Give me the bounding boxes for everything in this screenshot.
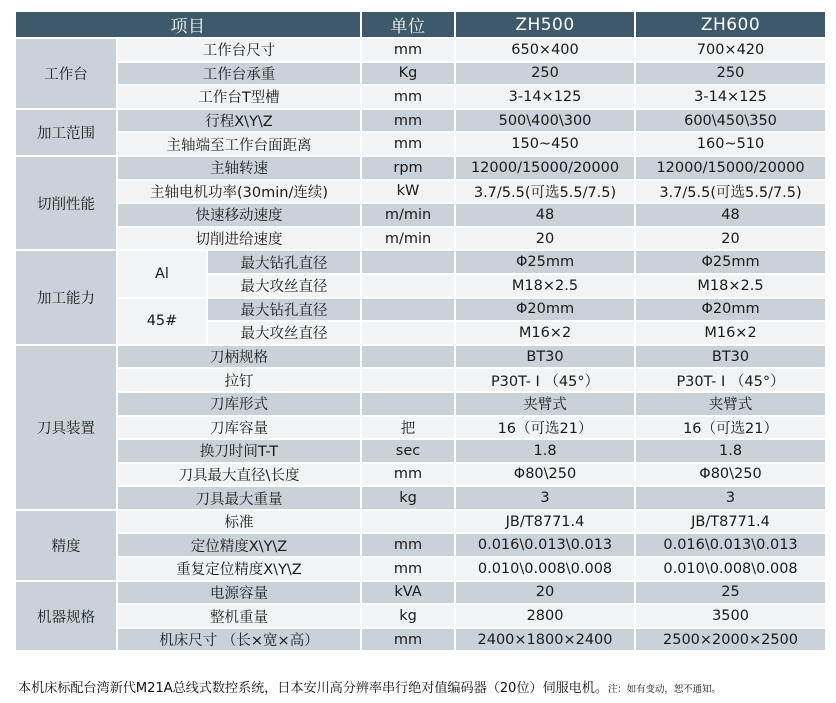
row-item: 主轴转速 bbox=[118, 157, 360, 179]
row-zh500: 20 bbox=[456, 582, 634, 604]
row-item: 行程X\Y\Z bbox=[118, 110, 360, 132]
table-row bbox=[16, 369, 825, 391]
row-zh500: Φ25mm bbox=[456, 251, 634, 273]
row-unit: Kg bbox=[362, 63, 454, 85]
row-unit bbox=[362, 275, 454, 297]
spec-table bbox=[14, 10, 827, 652]
row-unit: kg bbox=[362, 487, 454, 509]
row-zh600: M16×2 bbox=[636, 322, 825, 344]
table-row bbox=[16, 346, 825, 368]
table-row bbox=[16, 534, 825, 556]
row-zh500: 650×400 bbox=[456, 39, 634, 61]
row-unit: mm bbox=[362, 464, 454, 486]
row-zh600: 600\450\350 bbox=[636, 110, 825, 132]
row-item: 工作台尺寸 bbox=[118, 39, 360, 61]
row-zh600: 250 bbox=[636, 63, 825, 85]
row-zh600: Φ25mm bbox=[636, 251, 825, 273]
table-row bbox=[16, 464, 825, 486]
footnote-disclaimer: 注：如有变动，恕不通知。 bbox=[607, 684, 721, 695]
table-row bbox=[16, 417, 825, 439]
table-row bbox=[16, 86, 825, 108]
table-row bbox=[16, 110, 825, 132]
row-item: 最大钻孔直径 bbox=[208, 299, 360, 321]
table-row bbox=[16, 181, 825, 203]
row-item: 最大钻孔直径 bbox=[208, 251, 360, 273]
row-unit: 把 bbox=[362, 417, 454, 439]
table-row bbox=[16, 629, 825, 651]
row-unit: kVA bbox=[362, 582, 454, 604]
row-zh600: 20 bbox=[636, 228, 825, 250]
row-zh500: BT30 bbox=[456, 346, 634, 368]
row-zh500: 1.8 bbox=[456, 440, 634, 462]
row-zh500: Φ20mm bbox=[456, 299, 634, 321]
row-zh500: Φ80\250 bbox=[456, 464, 634, 486]
table-row bbox=[16, 487, 825, 509]
row-item: 切削进给速度 bbox=[118, 228, 360, 250]
row-item: 最大攻丝直径 bbox=[208, 275, 360, 297]
row-zh600: 16（可选21） bbox=[636, 417, 825, 439]
row-zh600: Φ80\250 bbox=[636, 464, 825, 486]
row-zh500: 250 bbox=[456, 63, 634, 85]
row-zh600: M18×2.5 bbox=[636, 275, 825, 297]
row-unit: m/min bbox=[362, 204, 454, 226]
row-unit bbox=[362, 369, 454, 391]
row-item: 快速移动速度 bbox=[118, 204, 360, 226]
row-unit: sec bbox=[362, 440, 454, 462]
table-row bbox=[16, 299, 825, 321]
row-zh600: 2500×2000×2500 bbox=[636, 629, 825, 651]
row-zh600: 160~510 bbox=[636, 133, 825, 155]
row-unit bbox=[362, 251, 454, 273]
row-zh600: 48 bbox=[636, 204, 825, 226]
row-zh600: Φ20mm bbox=[636, 299, 825, 321]
table-row bbox=[16, 204, 825, 226]
row-zh600: P30T- I （45°） bbox=[636, 369, 825, 391]
group-label: 刀具装置 bbox=[16, 346, 116, 509]
row-zh600: 0.010\0.008\0.008 bbox=[636, 558, 825, 580]
row-unit: mm bbox=[362, 558, 454, 580]
row-zh500: P30T- I （45°） bbox=[456, 369, 634, 391]
row-item: 换刀时间T-T bbox=[118, 440, 360, 462]
table-row bbox=[16, 251, 825, 273]
table-row bbox=[16, 157, 825, 179]
header-zh600: ZH600 bbox=[636, 12, 825, 37]
row-zh500: 0.016\0.013\0.013 bbox=[456, 534, 634, 556]
row-item: 主轴端至工作台面距离 bbox=[118, 133, 360, 155]
table-row bbox=[16, 228, 825, 250]
row-zh500: 48 bbox=[456, 204, 634, 226]
table-header-row bbox=[16, 12, 825, 37]
row-zh500: 3-14×125 bbox=[456, 86, 634, 108]
row-zh600: BT30 bbox=[636, 346, 825, 368]
header-zh500: ZH500 bbox=[456, 12, 634, 37]
header-unit: 单位 bbox=[362, 12, 454, 37]
row-zh500: 3.7/5.5(可选5.5/7.5) bbox=[456, 181, 634, 203]
table-row bbox=[16, 558, 825, 580]
table-row bbox=[16, 393, 825, 415]
row-zh500: 12000/15000/20000 bbox=[456, 157, 634, 179]
row-item: 整机重量 bbox=[118, 605, 360, 627]
row-zh600: 3.7/5.5(可选5.5/7.5) bbox=[636, 181, 825, 203]
group-label: 加工范围 bbox=[16, 110, 116, 155]
row-unit: mm bbox=[362, 39, 454, 61]
row-unit bbox=[362, 322, 454, 344]
row-zh600: 3-14×125 bbox=[636, 86, 825, 108]
row-item: 主轴电机功率(30min/连续) bbox=[118, 181, 360, 203]
row-item: 工作台T型槽 bbox=[118, 86, 360, 108]
table-row bbox=[16, 39, 825, 61]
group-label: 切削性能 bbox=[16, 157, 116, 249]
row-unit bbox=[362, 393, 454, 415]
row-zh500: 20 bbox=[456, 228, 634, 250]
row-zh600: 700×420 bbox=[636, 39, 825, 61]
row-zh500: 150~450 bbox=[456, 133, 634, 155]
row-item: 定位精度X\Y\Z bbox=[118, 534, 360, 556]
row-zh600: 25 bbox=[636, 582, 825, 604]
row-unit bbox=[362, 511, 454, 533]
group-label: 机器规格 bbox=[16, 582, 116, 651]
row-zh500: 2400×1800×2400 bbox=[456, 629, 634, 651]
row-item: 刀库容量 bbox=[118, 417, 360, 439]
row-item: 工作台承重 bbox=[118, 63, 360, 85]
row-unit bbox=[362, 346, 454, 368]
row-item: 拉钉 bbox=[118, 369, 360, 391]
row-zh600: 0.016\0.013\0.013 bbox=[636, 534, 825, 556]
row-zh600: 3 bbox=[636, 487, 825, 509]
row-zh500: 夹臂式 bbox=[456, 393, 634, 415]
row-zh500: 0.010\0.008\0.008 bbox=[456, 558, 634, 580]
row-zh600: JB/T8771.4 bbox=[636, 511, 825, 533]
row-unit: mm bbox=[362, 133, 454, 155]
row-zh500: 3 bbox=[456, 487, 634, 509]
row-unit: kg bbox=[362, 605, 454, 627]
header-item: 项目 bbox=[16, 12, 360, 37]
row-item: 电源容量 bbox=[118, 582, 360, 604]
table-row bbox=[16, 582, 825, 604]
table-row bbox=[16, 605, 825, 627]
row-zh600: 12000/15000/20000 bbox=[636, 157, 825, 179]
group-label: 加工能力 bbox=[16, 251, 116, 343]
row-item: 刀具最大重量 bbox=[118, 487, 360, 509]
row-unit: mm bbox=[362, 534, 454, 556]
row-zh500: M18×2.5 bbox=[456, 275, 634, 297]
row-unit: m/min bbox=[362, 228, 454, 250]
row-unit: kW bbox=[362, 181, 454, 203]
table-row bbox=[16, 440, 825, 462]
footnote-main: 本机床标配台湾新代M21A总线式数控系统，日本安川高分辨率串行绝对值编码器（20位）伺服电机。 bbox=[18, 681, 608, 696]
row-zh500: 500\400\300 bbox=[456, 110, 634, 132]
row-item: 重复定位精度X\Y\Z bbox=[118, 558, 360, 580]
row-zh500: 16（可选21） bbox=[456, 417, 634, 439]
footnote bbox=[18, 677, 833, 696]
row-item: 标准 bbox=[118, 511, 360, 533]
row-zh500: 2800 bbox=[456, 605, 634, 627]
row-item: 刀库形式 bbox=[118, 393, 360, 415]
row-zh600: 夹臂式 bbox=[636, 393, 825, 415]
table-row bbox=[16, 511, 825, 533]
row-unit: rpm bbox=[362, 157, 454, 179]
subgroup-label: 45# bbox=[118, 299, 206, 344]
row-unit: mm bbox=[362, 110, 454, 132]
row-item: 机床尺寸 （长×宽×高） bbox=[118, 629, 360, 651]
row-zh600: 3500 bbox=[636, 605, 825, 627]
row-unit: mm bbox=[362, 86, 454, 108]
table-row bbox=[16, 63, 825, 85]
group-label: 工作台 bbox=[16, 39, 116, 108]
row-unit: mm bbox=[362, 629, 454, 651]
row-unit bbox=[362, 299, 454, 321]
row-item: 最大攻丝直径 bbox=[208, 322, 360, 344]
row-item: 刀具最大直径\长度 bbox=[118, 464, 360, 486]
group-label: 精度 bbox=[16, 511, 116, 580]
row-item: 刀柄规格 bbox=[118, 346, 360, 368]
row-zh600: 1.8 bbox=[636, 440, 825, 462]
row-zh500: JB/T8771.4 bbox=[456, 511, 634, 533]
subgroup-label: Al bbox=[118, 251, 206, 296]
table-row bbox=[16, 133, 825, 155]
row-zh500: M16×2 bbox=[456, 322, 634, 344]
